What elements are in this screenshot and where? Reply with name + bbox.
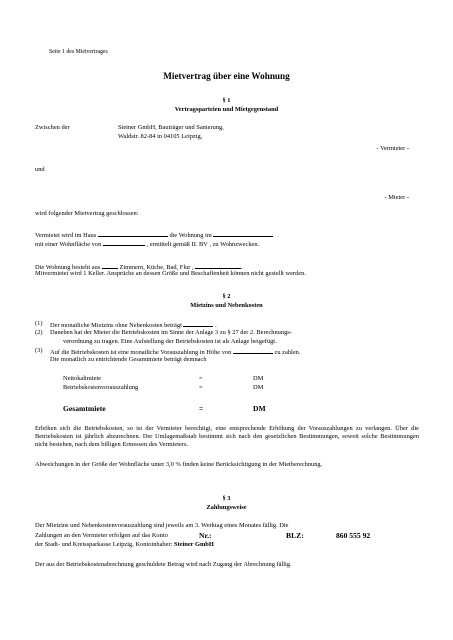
advance-equals: = [199, 384, 203, 391]
total-rent-equals: = [199, 404, 204, 413]
account-number-label: Nr.: [199, 531, 212, 540]
item3-number: (3) [35, 347, 43, 354]
landlord-line2: Waldstr. 82-84 in 04105 Leipzig, [118, 133, 203, 140]
net-rent-label: Nettokaltmiete [63, 375, 101, 382]
concluded-line: wird folgender Mietvertrag geschlossen: [35, 210, 139, 217]
section3-heading: Zahlungsweise [206, 504, 247, 511]
consists-part3: . [241, 264, 243, 271]
section2-number: § 2 [222, 293, 231, 300]
rented-part1: Vermietet wird im Haus [35, 232, 97, 239]
advance-currency: DM [253, 384, 264, 391]
landlord-line1: Steiner GmbH, Bauträger und Sanierung, [118, 124, 224, 131]
page-header: Seite 1 des Mietvertrages [49, 49, 108, 55]
item2-line2: verordnung zu tragen. Eine Aufstellung der Betriebskosten ist als Anlage beigefügt. [63, 338, 277, 345]
bank-line [35, 541, 214, 549]
net-rent-currency: DM [253, 375, 264, 382]
item3-line2: Die monatlich zu entrichtende Gesamtmiete beträgt demnach [50, 356, 207, 363]
payment-account-line [35, 532, 168, 540]
net-rent-equals: = [199, 375, 203, 382]
bank-text: der Stadt- und Kreissparkasse Leipzig, Kontoinhaber: [35, 541, 173, 548]
living-part1: mit einer Wohnfläche von [35, 241, 102, 248]
rooms-blank [102, 262, 118, 269]
rent-blank [183, 320, 213, 327]
item2-line1: Daneben hat der Mieter die Betriebskosten im Sinne der Anlage 3 zu § 27 der 2. Berechnungs- [50, 329, 292, 336]
consists-part2: Zimmern, Küche, Bad, Flur , [119, 264, 194, 271]
consists-part1: Die Wohnung besteht aus [35, 264, 101, 271]
area-blank [103, 239, 145, 246]
living-part2: , ermittelt gemäß II. BV , zu Wohnzwecken. [146, 241, 260, 248]
floor-blank [213, 230, 273, 237]
landlord-role: - Vermieter - [376, 145, 409, 152]
contract-title: Mietvertrag über eine Wohnung [163, 71, 290, 81]
due-date-line: Der Mietzins und Nebenkostenvorauszahlung sind jeweils am 3. Werktag eines Monates fällig. Die [35, 522, 289, 529]
payment-text: Zahlungen an den Vermieter erfolgen auf das Konto [35, 532, 168, 539]
living-area-line [35, 239, 259, 249]
item3-end: zu zahlen. [274, 349, 301, 356]
account-owner: Steiner GmbH [173, 541, 214, 548]
area-deviation-paragraph: Abweichungen in der Größe der Wohnfläche unter 3,0 % finden keine Berücksichtigung in der Mietberechnung. [35, 461, 323, 468]
blz-value: 860 555 92 [336, 531, 371, 540]
between-label: Zwischen der [35, 124, 70, 131]
section3-number: § 3 [222, 495, 231, 502]
advance-label: Betriebskostenvorauszahlung [63, 384, 139, 391]
section1-heading: Vertragsparteien und Mietgegenstand [174, 106, 279, 113]
item2-number: (2) [35, 329, 43, 336]
and-label: und [35, 166, 45, 173]
extra-rooms-blank [195, 262, 241, 269]
advance-blank [233, 347, 273, 354]
cost-increase-paragraph: Erhöhen sich die Betriebskosten, so ist der Vermieter berechtigt, eine entsprechende Erhöhung der Vorauszahlungen zu verlangen. Über die Betriebskosten ist jährlich abzurechnen. Der Umlagemaßstab bestimmt sich nach den gesetzlichen Bestimmungen, soweit solche Bestimmungen nicht bestehen, nach dem billigen Ermessen des Vermieters. [35, 425, 419, 448]
house-blank [98, 230, 168, 237]
item1-end: . [215, 322, 217, 329]
total-rent-label: Gesamtmiete [63, 404, 106, 413]
tenant-role: - Mieter - [384, 194, 409, 201]
cellar-line: Mitvermietet wird 1 Keller. Ansprüche an dessen Größe und Beschaffenheit können nicht gestellt werden. [35, 270, 306, 277]
item1-text: Der monatliche Mietzins ohne Nebenkosten beträgt [50, 322, 182, 329]
settlement-due-line: Der aus der Betriebskostenabrechnung geschuldete Betrag wird nach Zugang der Abrechnung fällig. [35, 561, 292, 568]
total-rent-currency: DM [253, 404, 266, 413]
item3-text: Auf die Betriebskosten ist eine monatliche Vorauszahlung in Höhe von [50, 349, 232, 356]
item1-number: (1) [35, 320, 43, 327]
blz-label: BLZ: [286, 531, 304, 540]
section2-heading: Mietzins und Nebenkosten [190, 302, 263, 309]
rented-part2: die Wohnung im [169, 232, 212, 239]
section1-number: § 1 [222, 97, 231, 104]
